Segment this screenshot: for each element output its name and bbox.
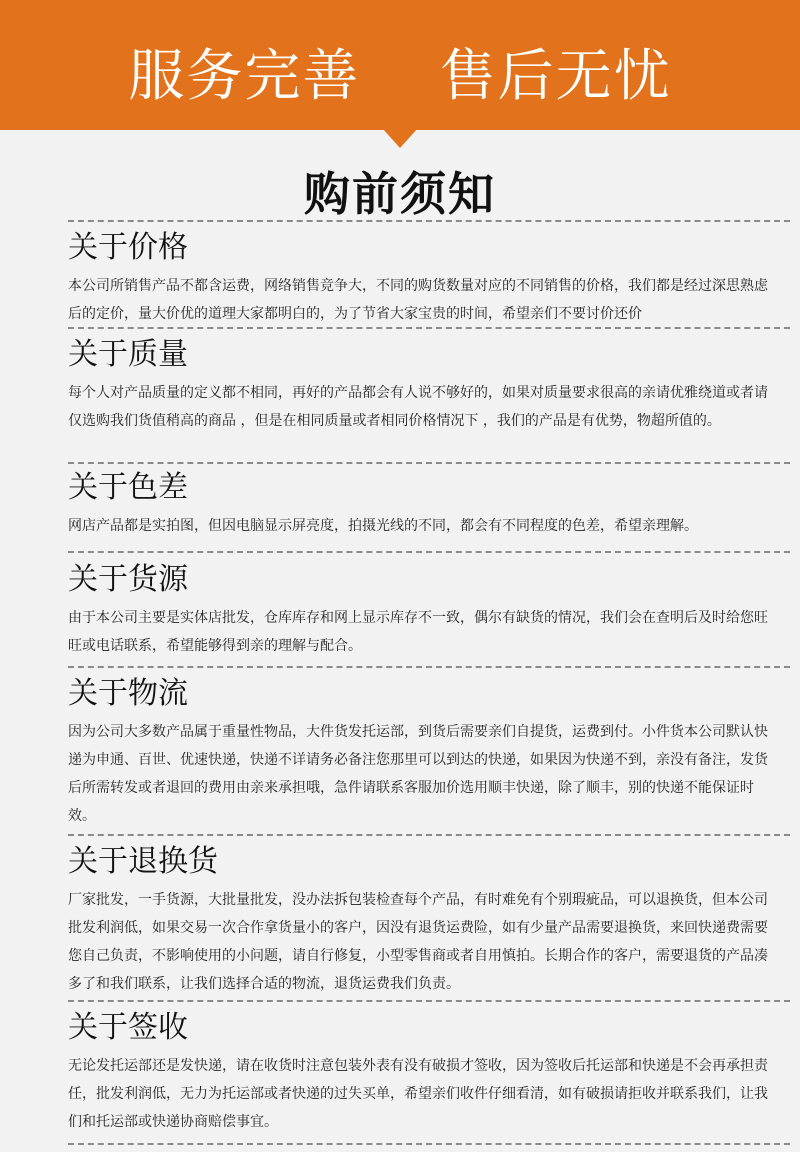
section-receipt xyxy=(68,1008,768,1136)
section-body: 无论发托运部还是发快递，请在收货时注意包装外表有没有破损才签收，因为签收后托运部和快递是不会再承担责任，批发利润低，无力为托运部或者快递的过失买单，希望亲们收件仔细看清，如有破损请拒收并联系我们，让我们和托运部或快递协商赔偿事宜。 xyxy=(68,1058,768,1130)
section-title: 关于色差 xyxy=(68,470,188,505)
section-body: 网店产品都是实拍图，但因电脑显示屏亮度，拍摄光线的不同，都会有不同程度的色差，希望亲理解。 xyxy=(68,518,698,534)
section-body: 因为公司大多数产品属于重量性物品，大件货发托运部，到货后需要亲们自提货，运费到付。小件货本公司默认快递为申通、百世、优速快递，快递不详请务必备注您那里可以到达的快递，如果因为快递不到，亲没有备注，发货后所需转发或者退回的费用由亲来承担哦，急件请联系客服加价选用顺丰快递，除了顺丰，别的快递不能保证时效。 xyxy=(68,724,768,824)
section-returns xyxy=(68,842,768,998)
section-body: 由于本公司主要是实体店批发，仓库库存和网上显示库存不一致，偶尔有缺货的情况，我们会在查明后及时给您旺旺或电话联系，希望能够得到亲的理解与配合。 xyxy=(68,610,768,654)
page-title: 购前须知 xyxy=(304,167,496,221)
divider xyxy=(68,462,790,464)
divider xyxy=(68,551,790,553)
section-title: 关于货源 xyxy=(68,562,188,597)
divider xyxy=(68,1143,790,1145)
section-title: 关于质量 xyxy=(68,337,188,372)
header-banner xyxy=(0,0,800,130)
section-color-difference xyxy=(68,468,768,540)
section-body: 厂家批发，一手货源，大批量批发，没办法拆包装检查每个产品，有时难免有个别瑕疵品，可以退换货，但本公司批发利润低，如果交易一次合作拿货量小的客户，因没有退货运费险，如有少量产品需要退换货，来回快递费需要您自己负责，不影响使用的小问题，请自行修复，小型零售商或者自用慎拍。长期合作的客户，需要退货的产品凑多了和我们联系，让我们选择合适的物流，退货运费我们负责。 xyxy=(68,892,768,992)
divider xyxy=(68,834,790,836)
section-supply xyxy=(68,560,768,660)
divider xyxy=(68,666,790,668)
section-title: 关于物流 xyxy=(68,676,188,711)
section-body: 每个人对产品质量的定义都不相同，再好的产品都会有人说不够好的，如果对质量要求很高的亲请优雅绕道或者请仅选购我们货值稍高的商品 ，但是在相同质量或者相同价格情况下 ，我们的产品是有优势，物超所值的。 xyxy=(68,385,768,429)
divider xyxy=(68,327,790,329)
section-title: 关于退换货 xyxy=(68,844,218,879)
section-price xyxy=(68,228,768,328)
banner-slogan: 服务完善 售后无忧 xyxy=(128,44,672,109)
section-title: 关于签收 xyxy=(68,1010,188,1045)
divider xyxy=(68,220,790,222)
section-quality xyxy=(68,335,768,435)
divider xyxy=(68,1000,790,1002)
section-body: 本公司所销售产品不都含运费，网络销售竞争大，不同的购货数量对应的不同销售的价格，我们都是经过深思熟虑后的定价，量大价优的道理大家都明白的，为了节省大家宝贵的时间，希望亲们不要讨价还价 xyxy=(68,278,768,322)
section-title: 关于价格 xyxy=(68,230,188,265)
banner-pointer-arrow xyxy=(382,128,418,148)
section-logistics xyxy=(68,674,768,830)
